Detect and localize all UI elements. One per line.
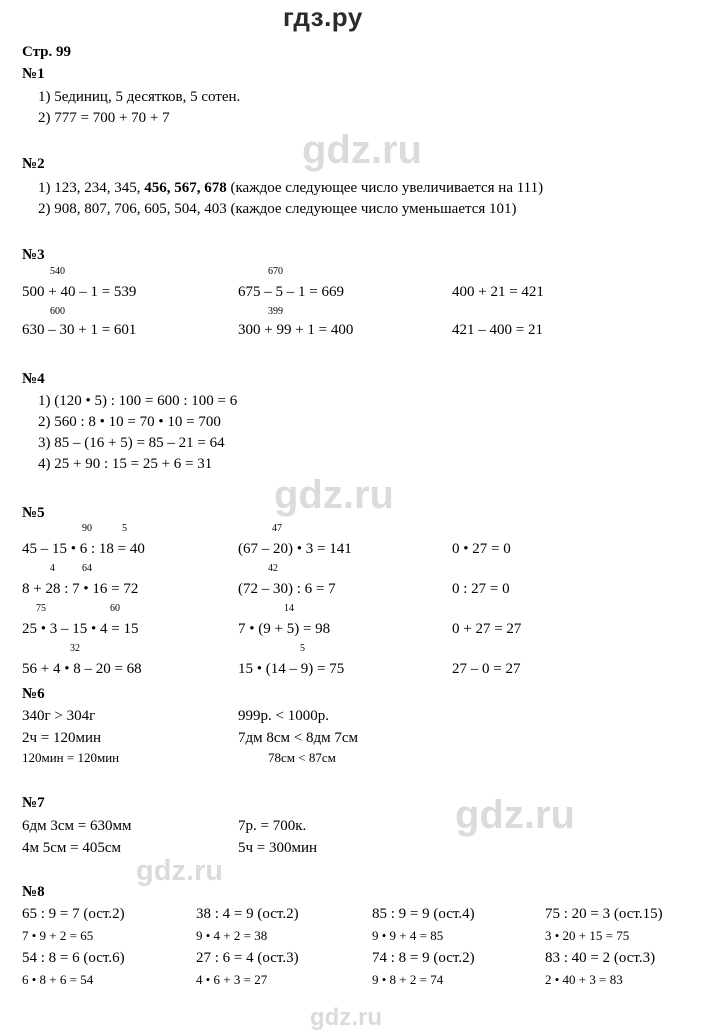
task-3-line: 300 + 99 + 1 = 400 [238,322,354,338]
task-5-line: 56 + 4 • 8 – 20 = 68 [22,661,142,677]
task-6-line: 120мин = 120мин [22,750,120,765]
task-2-line-1-c: (каждое следующее число увеличивается на 111) [226,180,544,196]
task-4-line: 4) 25 + 90 : 15 = 25 + 6 = 31 [38,456,213,472]
task-7-line: 4м 5см = 405см [22,840,122,856]
task-8-line: 38 : 4 = 9 (ост.2) [196,906,299,922]
task-5-note: 5 [122,523,127,534]
task-4-line: 2) 560 : 8 • 10 = 70 • 10 = 700 [38,414,221,430]
page-number: Стр. 99 [22,44,72,60]
task-5-note: 90 [82,523,92,534]
task-8-line: 83 : 40 = 2 (ост.3) [545,950,656,966]
task-8-line: 65 : 9 = 7 (ост.2) [22,906,125,922]
task-3-note: 670 [268,266,283,277]
task-label-5: №5 [22,505,45,521]
task-5-line: 8 + 28 : 7 • 16 = 72 [22,581,139,597]
task-label-6: №6 [22,686,45,702]
task-5-line: (72 – 30) : 6 = 7 [238,581,336,597]
task-8-line: 6 • 8 + 6 = 54 [22,972,94,987]
task-5-note: 4 [50,563,55,574]
task-1-line: 2) 777 = 700 + 70 + 7 [38,110,170,126]
task-label-4: №4 [22,371,45,387]
task-5-line: 7 • (9 + 5) = 98 [238,621,331,637]
watermark: gdz.ru [136,855,223,887]
task-3-note: 600 [50,306,65,317]
task-5-line: 25 • 3 – 15 • 4 = 15 [22,621,139,637]
task-8-line: 27 : 6 = 4 (ост.3) [196,950,299,966]
task-2-line-1-a: 1) 123, 234, 345, [38,180,145,196]
task-3-line: 500 + 40 – 1 = 539 [22,284,137,300]
watermark: gdz.ru [302,128,422,172]
task-5-note: 14 [284,603,294,614]
watermark: gdz.ru [274,473,394,517]
task-8-line: 2 • 40 + 3 = 83 [545,972,623,987]
task-3-line: 675 – 5 – 1 = 669 [238,284,344,300]
watermark: gdz.ru [310,1004,382,1031]
task-5-line: 0 • 27 = 0 [452,541,511,557]
watermark: gdz.ru [455,793,575,837]
task-5-line: 45 – 15 • 6 : 18 = 40 [22,541,145,557]
task-6-line: 7дм 8см < 8дм 7см [238,730,359,746]
task-5-note: 60 [110,603,120,614]
task-6-line: 340г > 304г [22,708,96,724]
task-label-3: №3 [22,247,45,263]
task-label-8: №8 [22,884,45,900]
site-logo: гдз.ру [283,2,363,32]
task-1-line: 1) 5единиц, 5 десятков, 5 сотен. [38,89,241,105]
task-5-line: 15 • (14 – 9) = 75 [238,661,345,677]
task-8-line: 9 • 9 + 4 = 85 [372,928,444,943]
task-5-note: 75 [36,603,46,614]
task-5-note: 32 [70,643,80,654]
task-5-note: 5 [300,643,305,654]
task-3-note: 540 [50,266,65,277]
task-2-line-2: 2) 908, 807, 706, 605, 504, 403 (каждое следующее число уменьшается 101) [38,201,517,217]
task-6-line: 999р. < 1000р. [238,708,329,724]
task-label-1: №1 [22,66,45,82]
task-2-line-1-bold: 456, 567, 678 [144,180,227,196]
task-8-line: 74 : 8 = 9 (ост.2) [372,950,475,966]
task-6-line: 78см < 87см [268,750,336,765]
task-8-line: 54 : 8 = 6 (ост.6) [22,950,125,966]
task-5-note: 47 [272,523,282,534]
task-8-line: 4 • 6 + 3 = 27 [196,972,268,987]
task-3-line: 421 – 400 = 21 [452,322,543,338]
task-3-line: 630 – 30 + 1 = 601 [22,322,137,338]
task-8-line: 75 : 20 = 3 (ост.15) [545,906,663,922]
task-4-line: 3) 85 – (16 + 5) = 85 – 21 = 64 [38,435,225,451]
task-4-line: 1) (120 • 5) : 100 = 600 : 100 = 6 [38,393,238,409]
task-label-2: №2 [22,156,45,172]
task-8-line: 9 • 8 + 2 = 74 [372,972,444,987]
task-7-line: 6дм 3см = 630мм [22,818,132,834]
task-label-7: №7 [22,795,45,811]
task-3-note: 399 [268,306,283,317]
task-5-line: 0 : 27 = 0 [452,581,510,597]
task-7-line: 5ч = 300мин [238,840,318,856]
task-5-line: 27 – 0 = 27 [452,661,521,677]
task-5-note: 42 [268,563,278,574]
task-5-note: 64 [82,563,92,574]
task-7-line: 7р. = 700к. [238,818,307,834]
task-8-line: 3 • 20 + 15 = 75 [545,928,630,943]
task-8-line: 9 • 4 + 2 = 38 [196,928,268,943]
task-8-line: 7 • 9 + 2 = 65 [22,928,94,943]
task-6-line: 2ч = 120мин [22,730,102,746]
task-2-line-1 [38,180,543,197]
task-5-line: (67 – 20) • 3 = 141 [238,541,352,557]
task-3-line: 400 + 21 = 421 [452,284,544,300]
task-5-line: 0 + 27 = 27 [452,621,522,637]
task-8-line: 85 : 9 = 9 (ост.4) [372,906,475,922]
